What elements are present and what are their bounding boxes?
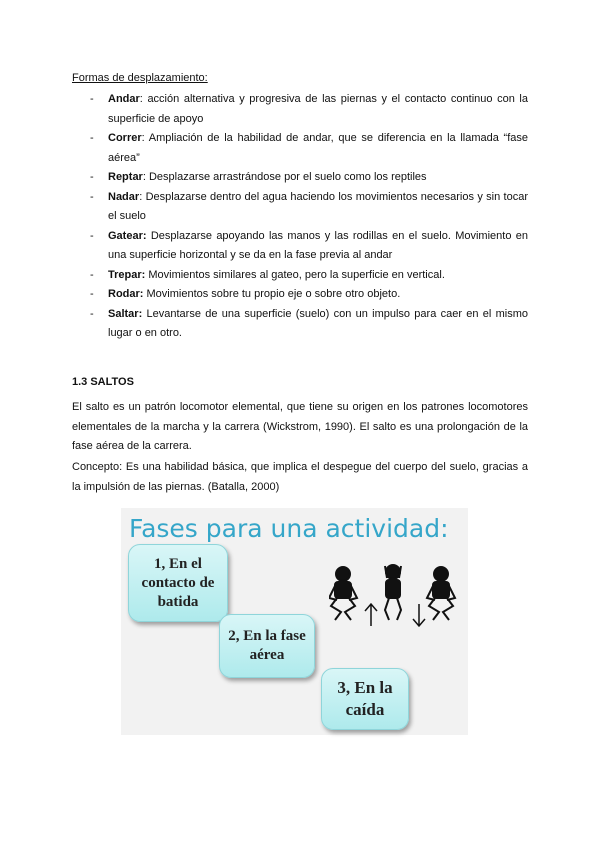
phase-box-2: 2, En la fase aérea <box>219 614 315 678</box>
displacement-heading: Formas de desplazamiento: <box>72 72 208 84</box>
up-arrow-icon <box>365 604 377 626</box>
displacement-list <box>72 90 528 344</box>
phase-box-1: 1, En el contacto de batida <box>128 544 228 622</box>
paragraph-definition: El salto es un patrón locomotor elemental, que tiene su origen en los patrones locomotores elementales de la marcha y la carrera (Wickstrom, 1990). El salto es una prolongación de la fase aérea de la carrera. <box>72 401 528 452</box>
list-item: - Saltar: Levantarse de una superficie (suelo) con un impulso para caer en el mismo lugar o en otro. <box>90 307 528 339</box>
crouching-figure-icon <box>329 567 357 620</box>
list-item: - Correr: Ampliación de la habilidad de andar, que se diferencia en la llamada “fase aérea” <box>90 132 528 164</box>
phases-figure <box>121 508 468 735</box>
section-title: 1.3 SALTOS <box>72 376 134 388</box>
list-item: - Reptar: Desplazarse arrastrándose por el suelo como los reptiles <box>90 171 427 183</box>
jumping-figure-icon <box>385 565 401 620</box>
list-item: - Rodar: Movimientos sobre tu propio eje o sobre otro objeto. <box>90 288 401 300</box>
phase-box-3: 3, En la caída <box>321 668 409 730</box>
down-arrow-icon <box>413 604 425 626</box>
paragraph-concept: Concepto: Es una habilidad básica, que implica el despegue del cuerpo del suelo, gracias a la impulsión de las piernas. (Batalla, 2000) <box>72 461 528 493</box>
list-item: - Trepar: Movimientos similares al gateo, pero la superficie en vertical. <box>90 268 445 281</box>
list-item: - Nadar: Desplazarse dentro del agua haciendo los movimientos necesarios y sin tocar el suelo <box>90 190 528 222</box>
list-item: - Andar: acción alternativa y progresiva de las piernas y el contacto continuo con la superficie de apoyo <box>90 93 528 125</box>
jump-figures-illustration <box>329 564 461 634</box>
landing-figure-icon <box>427 567 455 620</box>
list-item: - Gatear: Desplazarse apoyando las manos y las rodillas en el suelo. Movimiento en una superficie horizontal y se da en la fase previa al andar <box>90 229 528 261</box>
figure-title: Fases para una actividad: <box>129 514 449 543</box>
